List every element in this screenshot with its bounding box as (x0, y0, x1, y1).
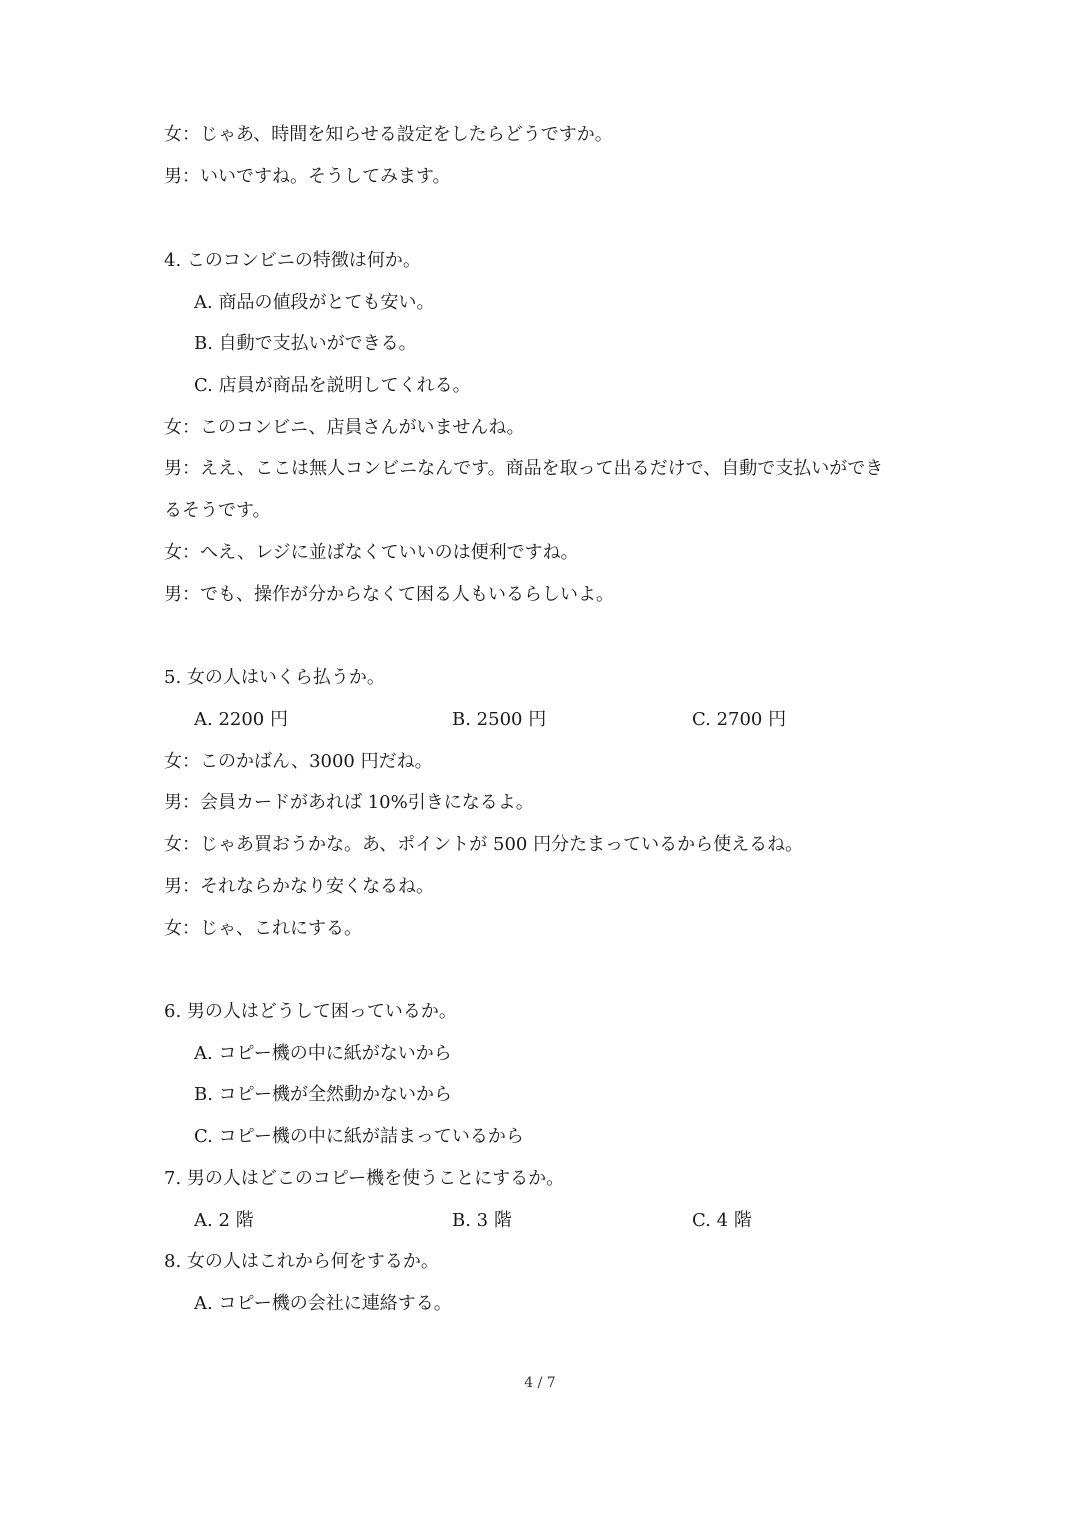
question-8: 8. 女の人はこれから何をするか。 (164, 1251, 439, 1272)
option-a: A. コピー機の中に紙がないから (194, 1043, 452, 1064)
option-c: C. 4 階 (692, 1210, 752, 1231)
option-a: A. 2200 円 (194, 709, 288, 730)
option-b: B. 自動で支払いができる。 (194, 333, 417, 354)
dialogue-line: 女：じゃあ、時間を知らせる設定をしたらどうですか。 (164, 124, 613, 145)
question-4: 4. このコンビニの特徴は何か。 (164, 250, 421, 271)
dialogue-line: 女：へえ、レジに並ばなくていいのは便利ですね。 (164, 542, 579, 563)
option-c: C. コピー機の中に紙が詰まっているから (194, 1126, 524, 1147)
dialogue-line: 女：このかばん、3000 円だね。 (164, 751, 433, 772)
dialogue-line: 女：じゃあ買おうかな。あ、ポイントが 500 円分たまっているから使えるね。 (164, 834, 804, 855)
page-number: 4 / 7 (524, 1375, 556, 1391)
option-b: B. コピー機が全然動かないから (194, 1084, 452, 1105)
question-7: 7. 男の人はどこのコピー機を使うことにするか。 (164, 1168, 565, 1189)
question-6: 6. 男の人はどうして困っているか。 (164, 1001, 457, 1022)
dialogue-line: 男：会員カードがあれば 10%引きになるよ。 (164, 792, 534, 813)
option-c: C. 店員が商品を説明してくれる。 (194, 375, 471, 396)
option-a: A. 2 階 (194, 1210, 254, 1231)
option-b: B. 2500 円 (452, 709, 547, 730)
dialogue-line: 男：でも、操作が分からなくて困る人もいるらしいよ。 (164, 584, 614, 605)
dialogue-line: 男：ええ、ここは無人コンビニなんです。商品を取って出るだけで、自動で支払いができ (164, 458, 884, 479)
option-a: A. コピー機の会社に連絡する。 (194, 1293, 452, 1314)
option-a: A. 商品の値段がとても安い。 (194, 292, 435, 313)
dialogue-line: 女：じゃ、これにする。 (164, 918, 362, 939)
option-c: C. 2700 円 (692, 709, 787, 730)
question-5: 5. 女の人はいくら払うか。 (164, 667, 385, 688)
option-b: B. 3 階 (452, 1210, 512, 1231)
dialogue-line: 女：このコンビニ、店員さんがいませんね。 (164, 417, 525, 438)
dialogue-line: るそうです。 (164, 500, 271, 521)
dialogue-line: 男：いいですね。そうしてみます。 (164, 166, 451, 187)
dialogue-line: 男：それならかなり安くなるね。 (164, 876, 434, 897)
